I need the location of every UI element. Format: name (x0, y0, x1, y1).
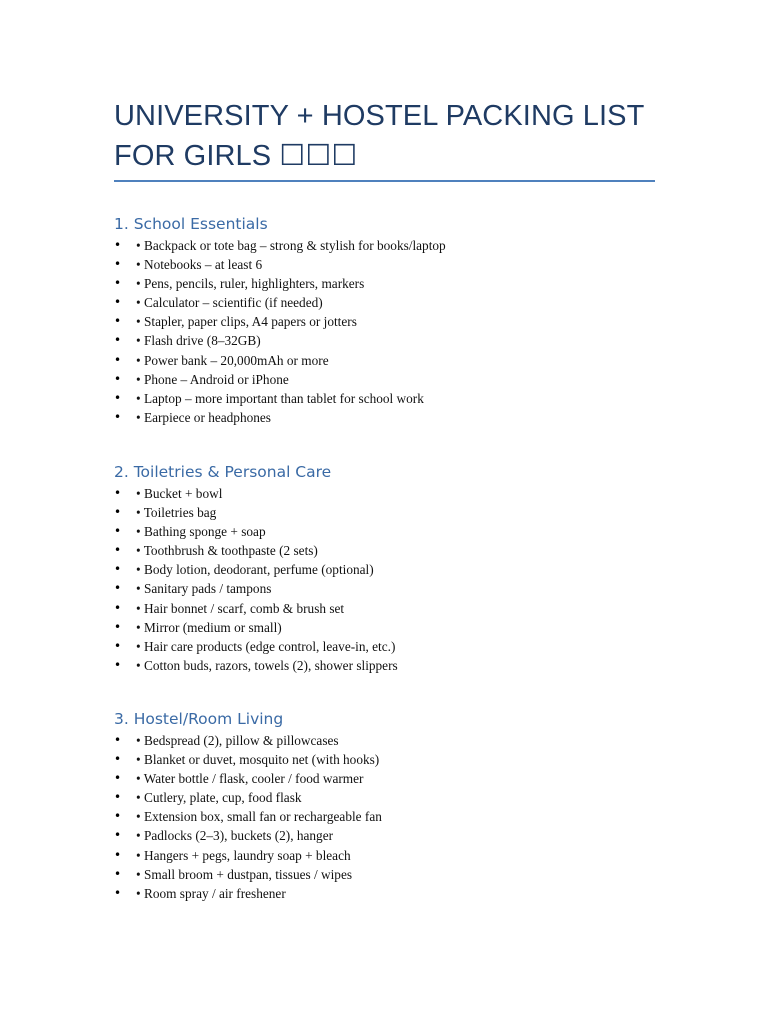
list-item (114, 351, 674, 370)
bullet-icon: • (114, 276, 122, 291)
list-item-text: • Bucket + bowl (136, 486, 223, 501)
list-item (114, 731, 674, 750)
list-item-text: • Flash drive (8–32GB) (136, 333, 261, 349)
bullet-icon: • (114, 333, 122, 348)
list-item-text: • Calculator – scientific (if needed) (136, 295, 323, 311)
list-item-text: • Extension box, small fan or rechargeable fan (136, 809, 382, 825)
bullet-icon: • (114, 238, 122, 252)
section-toiletries-personal-care (114, 460, 674, 675)
bullet-icon: • (114, 257, 122, 272)
bullet-icon: • (114, 790, 122, 805)
list-item-text: • Hangers + pegs, laundry soap + bleach (136, 847, 351, 863)
bullet-icon: • (114, 657, 122, 672)
list-item-text: • Laptop – more important than tablet for school work (136, 390, 424, 406)
list-item-text: • Bathing sponge + soap (136, 524, 266, 540)
list-item (114, 637, 674, 656)
bullet-icon: • (114, 600, 122, 615)
list-item (114, 788, 674, 807)
list-item (114, 599, 674, 618)
bullet-icon: • (114, 752, 122, 767)
list-item-text: • Earpiece or headphones (136, 409, 271, 425)
list-item (114, 331, 674, 350)
bullet-icon: • (114, 352, 122, 367)
list-item-text: • Phone – Android or iPhone (136, 371, 289, 387)
section-heading: 3. Hostel/Room Living (114, 710, 284, 728)
item-list (114, 484, 674, 675)
list-item (114, 560, 674, 579)
bullet-icon: • (114, 505, 122, 520)
bullet-icon: • (114, 866, 122, 881)
list-item-text: • Toiletries bag (136, 505, 217, 521)
title-divider (114, 180, 655, 182)
bullet-icon: • (114, 562, 122, 577)
section-heading: 1. School Essentials (114, 215, 268, 233)
list-item (114, 618, 674, 637)
list-item (114, 370, 674, 389)
list-item-text: • Body lotion, deodorant, perfume (optional) (136, 562, 374, 578)
list-item (114, 807, 674, 826)
list-item-text: • Pens, pencils, ruler, highlighters, markers (136, 276, 365, 292)
list-item-text: • Hair bonnet / scarf, comb & brush set (136, 600, 345, 616)
list-item (114, 255, 674, 274)
bullet-icon: • (114, 619, 122, 634)
section-hostel-room-living (114, 707, 674, 903)
list-item (114, 503, 674, 522)
list-item (114, 293, 674, 312)
list-item (114, 312, 674, 331)
list-item-text: • Hair care products (edge control, leave-in, etc.) (136, 638, 396, 654)
list-item-text: • Cutlery, plate, cup, food flask (136, 790, 302, 806)
bullet-icon: • (114, 486, 122, 500)
list-item (114, 769, 674, 788)
list-item (114, 750, 674, 769)
list-item-text: • Power bank – 20,000mAh or more (136, 352, 329, 368)
bullet-icon: • (114, 295, 122, 310)
list-item-text: • Bedspread (2), pillow & pillowcases (136, 733, 339, 748)
list-item (114, 274, 674, 293)
list-item-text: • Blanket or duvet, mosquito net (with hooks) (136, 752, 380, 768)
list-item (114, 541, 674, 560)
list-item-text: • Mirror (medium or small) (136, 619, 282, 635)
list-item (114, 884, 674, 903)
bullet-icon: • (114, 524, 122, 539)
list-item (114, 408, 674, 427)
list-item-text: • Room spray / air freshener (136, 885, 286, 901)
page-title: UNIVERSITY + HOSTEL PACKING LIST FOR GIRLS ☐☐☐ (114, 100, 644, 172)
list-item (114, 846, 674, 865)
list-item (114, 579, 674, 598)
list-item (114, 826, 674, 845)
bullet-icon: • (114, 771, 122, 786)
bullet-icon: • (114, 371, 122, 386)
list-item-text: • Notebooks – at least 6 (136, 257, 263, 273)
bullet-icon: • (114, 809, 122, 824)
bullet-icon: • (114, 733, 122, 747)
list-item (114, 522, 674, 541)
bullet-icon: • (114, 543, 122, 558)
bullet-icon: • (114, 390, 122, 405)
list-item-text: • Padlocks (2–3), buckets (2), hanger (136, 828, 334, 844)
bullet-icon: • (114, 828, 122, 843)
bullet-icon: • (114, 409, 122, 424)
list-item-text: • Cotton buds, razors, towels (2), shower slippers (136, 657, 398, 673)
list-item (114, 865, 674, 884)
list-item (114, 656, 674, 675)
bullet-icon: • (114, 885, 122, 900)
list-item-text: • Backpack or tote bag – strong & stylish for books/laptop (136, 238, 446, 253)
list-item (114, 389, 674, 408)
list-item (114, 236, 674, 255)
section-school-essentials (114, 212, 674, 427)
bullet-icon: • (114, 847, 122, 862)
item-list (114, 731, 674, 903)
bullet-icon: • (114, 638, 122, 653)
list-item (114, 484, 674, 503)
bullet-icon: • (114, 314, 122, 329)
list-item-text: • Water bottle / flask, cooler / food warmer (136, 771, 364, 787)
list-item-text: • Sanitary pads / tampons (136, 581, 272, 597)
item-list (114, 236, 674, 427)
list-item-text: • Stapler, paper clips, A4 papers or jotters (136, 314, 357, 330)
list-item-text: • Toothbrush & toothpaste (2 sets) (136, 543, 318, 559)
section-heading: 2. Toiletries & Personal Care (114, 463, 332, 481)
list-item-text: • Small broom + dustpan, tissues / wipes (136, 866, 353, 882)
bullet-icon: • (114, 581, 122, 596)
